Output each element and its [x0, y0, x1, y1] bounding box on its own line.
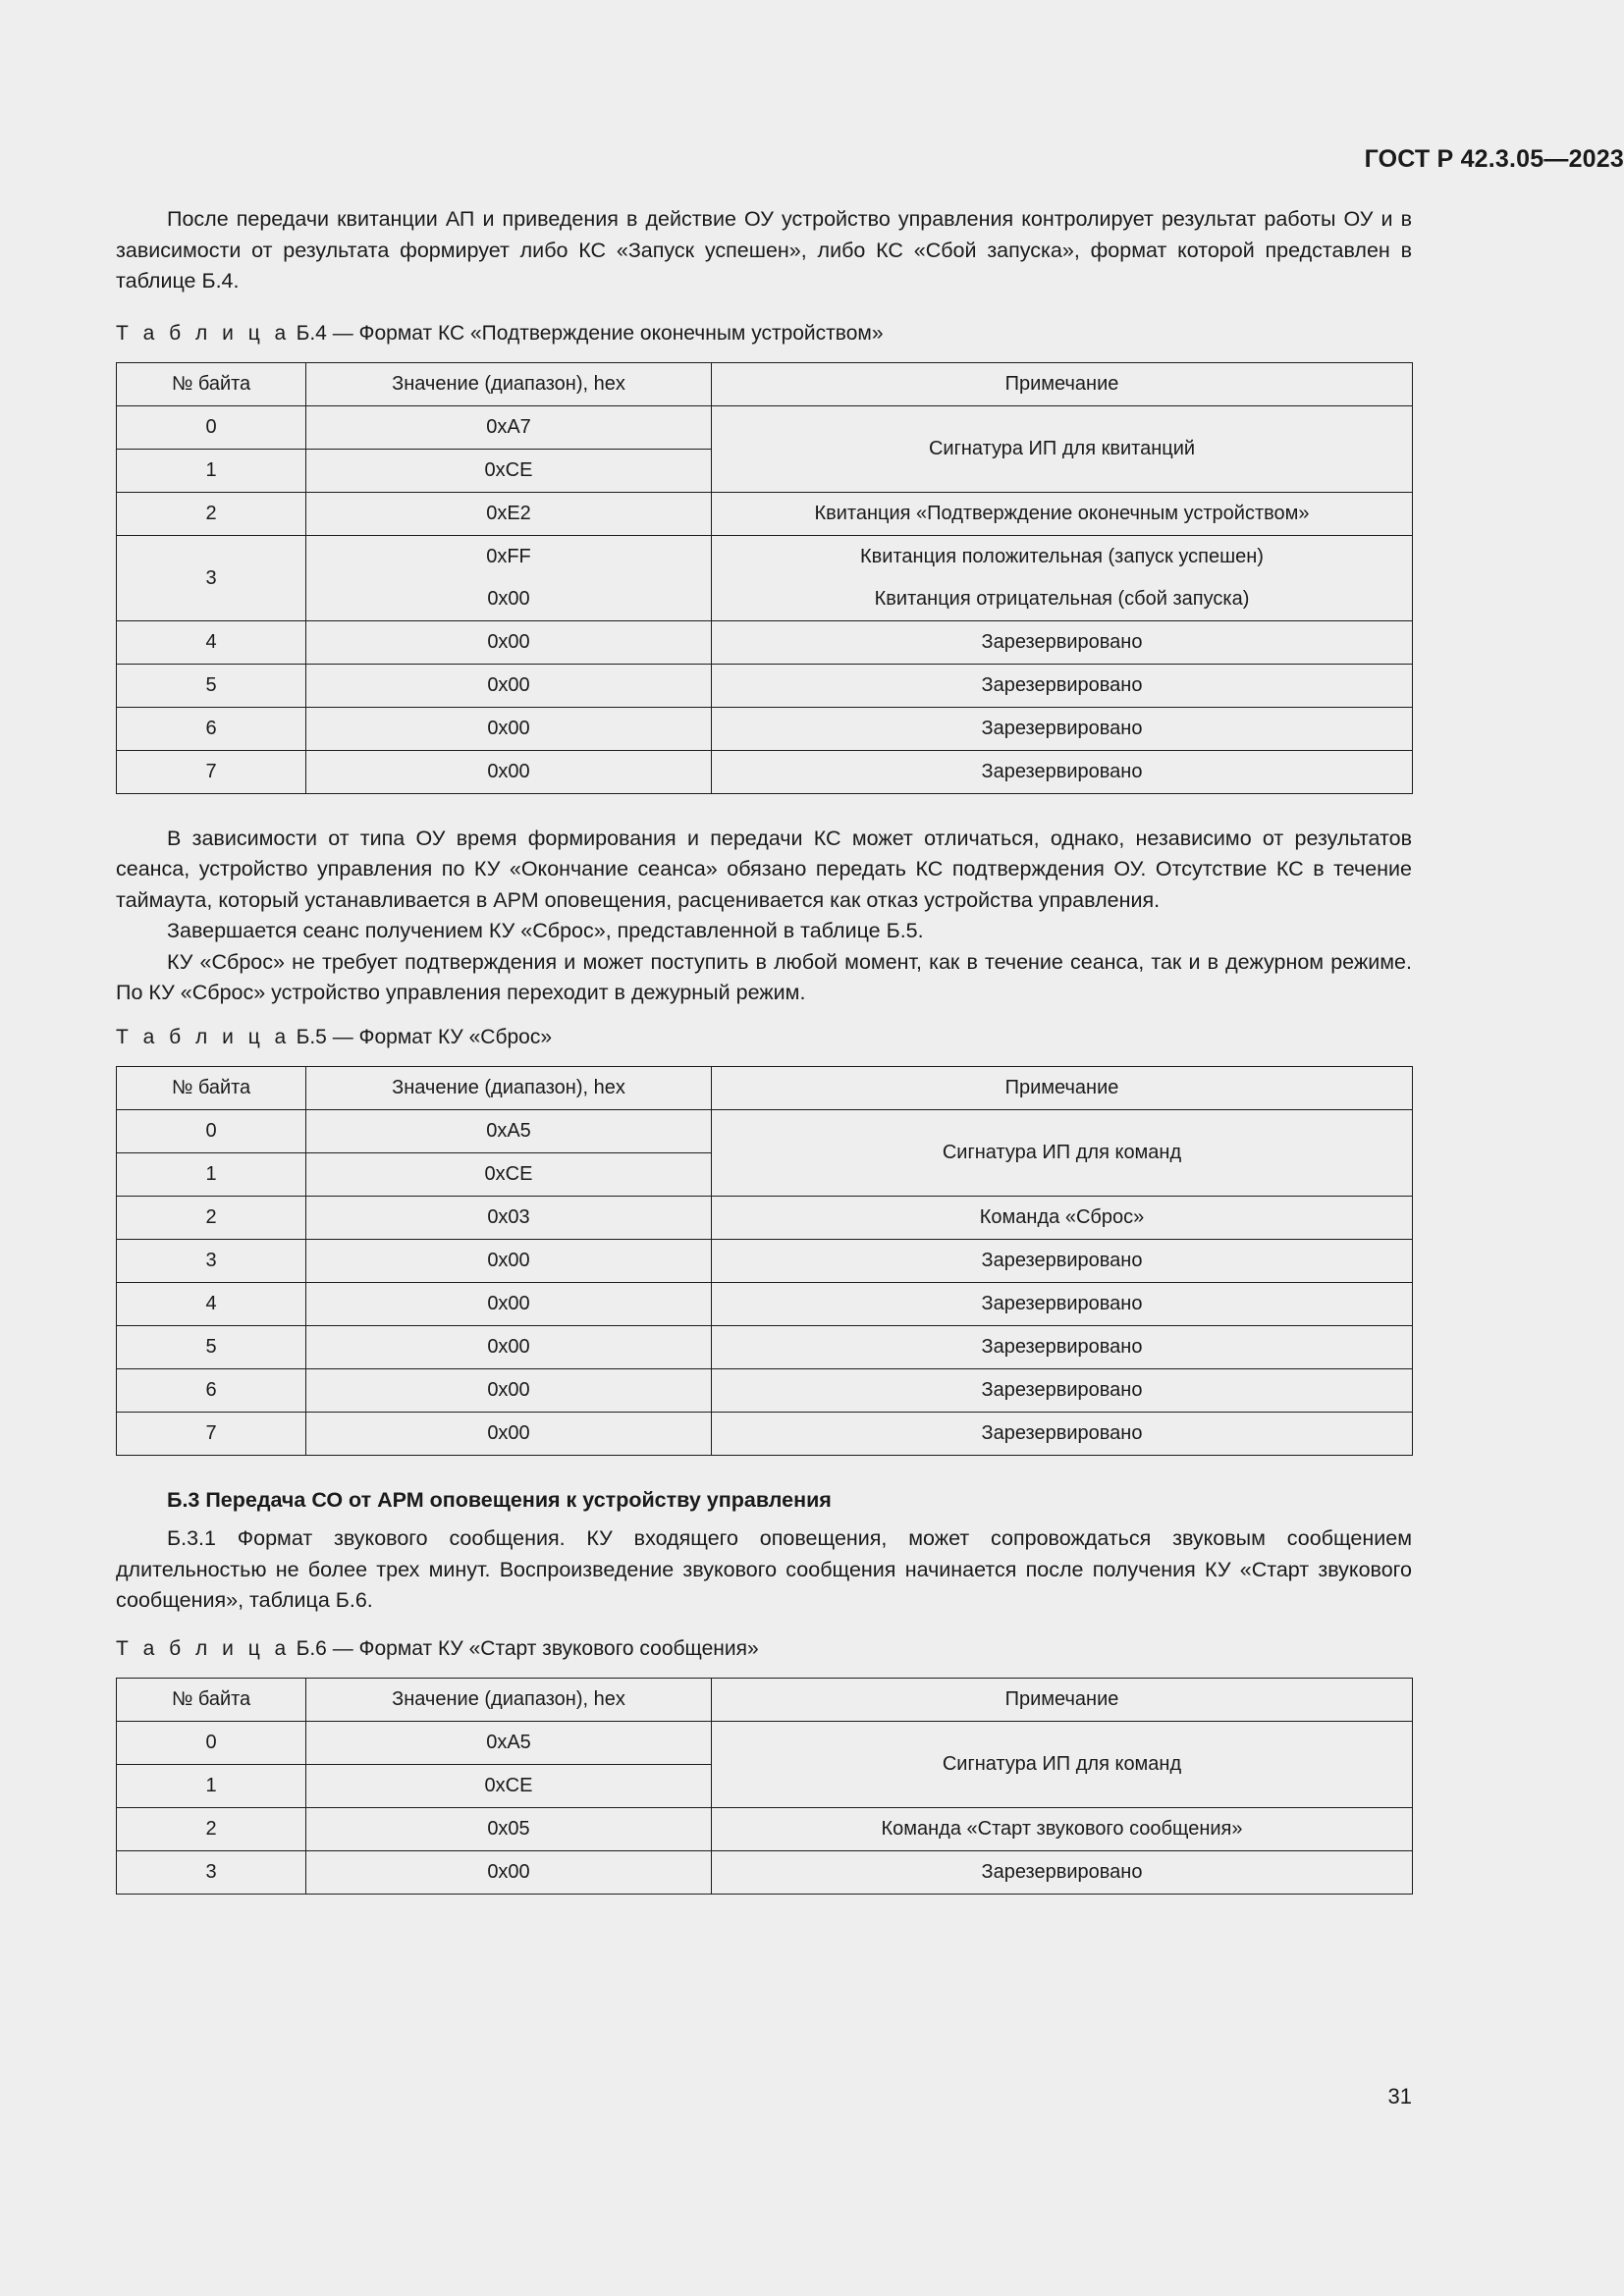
column-header-note: Примечание: [712, 1066, 1413, 1109]
cell-byte: 0: [117, 1721, 306, 1764]
cell-byte: 1: [117, 1152, 306, 1196]
cell-value: 0x00: [306, 1850, 712, 1894]
spacer: [116, 1617, 1412, 1634]
table-header-row: [117, 1066, 1413, 1109]
cell-byte: 2: [117, 492, 306, 535]
table-row: [117, 1850, 1413, 1894]
table-row: [117, 1807, 1413, 1850]
spacer: [116, 297, 1412, 319]
cell-note: Зарезервировано: [712, 1325, 1413, 1368]
cell-note: Зарезервировано: [712, 707, 1413, 750]
table-b5: [116, 1066, 1413, 1456]
table-row: [117, 1239, 1413, 1282]
spacer: [116, 348, 1412, 362]
cell-value: 0x00: [306, 620, 712, 664]
cell-value: 0x00: [306, 750, 712, 793]
cell-value: 0xA5: [306, 1109, 712, 1152]
spacer: [116, 794, 1412, 824]
cell-value: 0xA5: [306, 1721, 712, 1764]
cell-byte: 4: [117, 620, 306, 664]
table-row: [117, 1109, 1413, 1152]
cell-value: 0x00: [306, 1368, 712, 1412]
cell-note: Зарезервировано: [712, 664, 1413, 707]
caption-label-rest: Б.5 — Формат КУ «Сброс»: [290, 1025, 553, 1048]
document-header: [0, 145, 1624, 174]
table-b6-caption: [116, 1634, 1412, 1664]
page-number-value: 31: [1387, 2084, 1412, 2109]
cell-value: 0x00: [306, 707, 712, 750]
cell-byte: 3: [117, 1850, 306, 1894]
cell-note: Зарезервировано: [712, 1368, 1413, 1412]
table-row: [117, 492, 1413, 535]
cell-note: Зарезервировано: [712, 1282, 1413, 1325]
column-header-byte: № байта: [117, 362, 306, 405]
standard-title: ГОСТ Р 42.3.05—2023: [1364, 145, 1624, 173]
table-b4: [116, 362, 1413, 794]
cell-note: Зарезервировано: [712, 750, 1413, 793]
cell-byte: 6: [117, 1368, 306, 1412]
table-b5-caption: [116, 1023, 1412, 1052]
table-row: [117, 1412, 1413, 1455]
cell-value: 0x03: [306, 1196, 712, 1239]
table-header-row: [117, 1678, 1413, 1721]
cell-byte: 2: [117, 1196, 306, 1239]
cell-byte: 0: [117, 1109, 306, 1152]
caption-label-rest: Б.6 — Формат КУ «Старт звукового сообщения»: [290, 1636, 759, 1660]
paragraph-4: КУ «Сброс» не требует подтверждения и может поступить в любой момент, как в течение сеанса, так и в дежурном режиме. По КУ «Сброс» устройство управления переходит в дежурный режим.: [116, 949, 1412, 1004]
table-row: [117, 707, 1413, 750]
caption-label-rest: Б.4 — Формат КС «Подтверждение оконечным устройством»: [290, 321, 884, 345]
cell-value: 0xE2: [306, 492, 712, 535]
cell-note: Сигнатура ИП для команд: [712, 1109, 1413, 1196]
cell-note: Зарезервировано: [712, 620, 1413, 664]
cell-byte: 1: [117, 1764, 306, 1807]
caption-label-word: Т а б л и ц а: [116, 321, 291, 345]
table-row: [117, 1282, 1413, 1325]
cell-byte: 0: [117, 405, 306, 449]
table-row: [117, 1368, 1413, 1412]
cell-byte: 7: [117, 1412, 306, 1455]
cell-byte: 6: [117, 707, 306, 750]
column-header-byte: № байта: [117, 1066, 306, 1109]
cell-note: Зарезервировано: [712, 1239, 1413, 1282]
column-header-byte: № байта: [117, 1678, 306, 1721]
cell-note: Квитанция «Подтверждение оконечным устройством»: [712, 492, 1413, 535]
column-header-value: Значение (диапазон), hex: [306, 1066, 712, 1109]
page-number: [116, 2084, 1412, 2109]
table-row: [117, 620, 1413, 664]
cell-value: 0x05: [306, 1807, 712, 1850]
cell-value: 0xFF: [306, 535, 712, 578]
paragraph-1: После передачи квитанции АП и приведения в действие ОУ устройство управления контролирует результат работы ОУ и в зависимости от результата формирует либо КС «Запуск успешен», либо КС «Сбой запуска», формат которой представлен в таблице Б.4.: [116, 207, 1412, 293]
section-heading-b3: Б.3 Передача СО от АРМ оповещения к устройству управления: [167, 1487, 832, 1512]
cell-note: Сигнатура ИП для команд: [712, 1721, 1413, 1807]
cell-note: Сигнатура ИП для квитанций: [712, 405, 1413, 492]
column-header-note: Примечание: [712, 362, 1413, 405]
table-row: [117, 664, 1413, 707]
table-row: [117, 750, 1413, 793]
page-content: [116, 204, 1412, 1895]
spacer: [116, 1009, 1412, 1023]
paragraph-3: Завершается сеанс получением КУ «Сброс», представленной в таблице Б.5.: [167, 919, 924, 942]
cell-value: 0x00: [306, 1325, 712, 1368]
cell-value: 0xCE: [306, 1152, 712, 1196]
column-header-note: Примечание: [712, 1678, 1413, 1721]
spacer: [116, 1456, 1412, 1485]
table-row: [117, 535, 1413, 578]
cell-value: 0xA7: [306, 405, 712, 449]
cell-byte: 7: [117, 750, 306, 793]
cell-value: 0xCE: [306, 1764, 712, 1807]
column-header-value: Значение (диапазон), hex: [306, 1678, 712, 1721]
cell-byte: 3: [117, 1239, 306, 1282]
cell-note: Зарезервировано: [712, 1850, 1413, 1894]
cell-value: 0x00: [306, 664, 712, 707]
table-row: [117, 1721, 1413, 1764]
spacer: [116, 1052, 1412, 1066]
cell-note: Зарезервировано: [712, 1412, 1413, 1455]
cell-note: Команда «Старт звукового сообщения»: [712, 1807, 1413, 1850]
cell-byte: 4: [117, 1282, 306, 1325]
cell-note: Квитанция отрицательная (сбой запуска): [712, 578, 1413, 621]
paragraph-5: Б.3.1 Формат звукового сообщения. КУ входящего оповещения, может сопровождаться звуковым сообщением длительностью не более трех минут. Воспроизведение звукового сообщения начинается после получения КУ «Старт звукового сообщения», таблица Б.6.: [116, 1526, 1412, 1612]
cell-byte: 3: [117, 535, 306, 620]
table-row: [117, 578, 1413, 621]
table-b6: [116, 1678, 1413, 1895]
cell-byte: 2: [117, 1807, 306, 1850]
cell-value: 0xCE: [306, 449, 712, 492]
table-header-row: [117, 362, 1413, 405]
table-row: [117, 1325, 1413, 1368]
table-row: [117, 405, 1413, 449]
cell-value: 0x00: [306, 1412, 712, 1455]
table-b4-caption: [116, 319, 1412, 348]
cell-note: Квитанция положительная (запуск успешен): [712, 535, 1413, 578]
table-row: [117, 1196, 1413, 1239]
spacer: [116, 1516, 1412, 1523]
cell-byte: 5: [117, 664, 306, 707]
cell-value: 0x00: [306, 1282, 712, 1325]
caption-label-word: Т а б л и ц а: [116, 1636, 291, 1660]
cell-byte: 5: [117, 1325, 306, 1368]
cell-byte: 1: [117, 449, 306, 492]
cell-value: 0x00: [306, 578, 712, 621]
paragraph-2: В зависимости от типа ОУ время формирования и передачи КС может отличаться, однако, независимо от результатов сеанса, устройство управления по КУ «Окончание сеанса» обязано передать КС подтверждения ОУ. Отсутствие КС в течение таймаута, который устанавливается в АРМ оповещения, расценивается как отказ устройства управления.: [116, 826, 1412, 912]
column-header-value: Значение (диапазон), hex: [306, 362, 712, 405]
cell-value: 0x00: [306, 1239, 712, 1282]
cell-note: Команда «Сброс»: [712, 1196, 1413, 1239]
caption-label-word: Т а б л и ц а: [116, 1025, 291, 1048]
spacer: [116, 1664, 1412, 1678]
